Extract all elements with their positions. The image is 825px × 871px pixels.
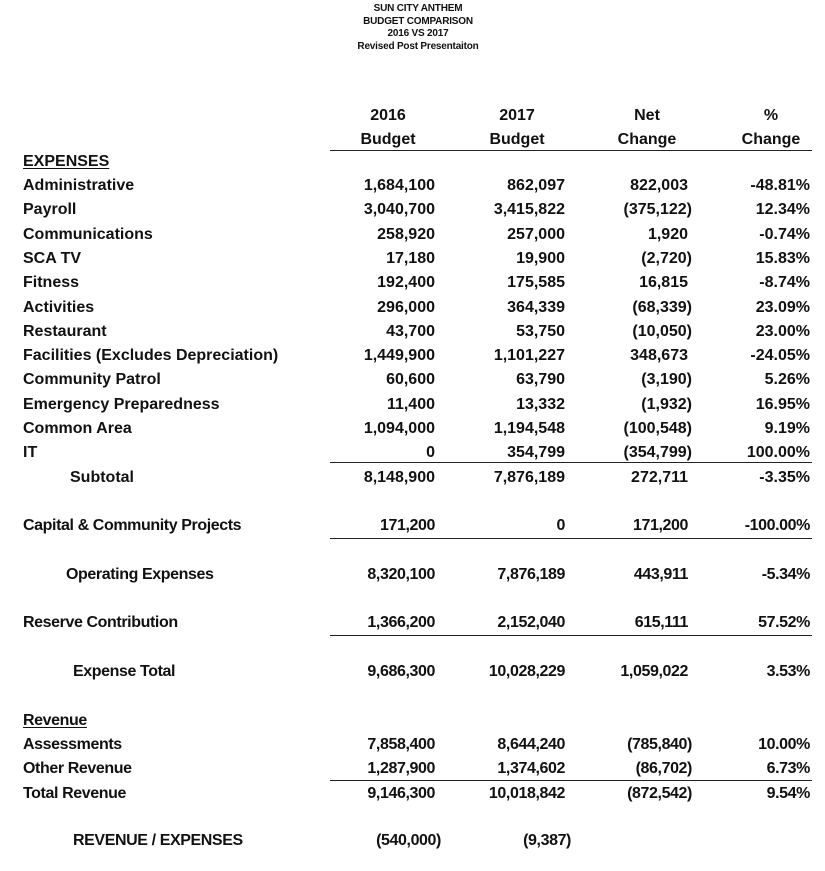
row-label: Community Patrol — [23, 371, 161, 389]
cell-2016-budget: 1,684,100 — [363, 177, 435, 194]
revenue-vs-expenses-row — [0, 829, 825, 853]
cell-pct-change: -8.74% — [759, 274, 810, 292]
row-label: Administrative — [23, 177, 135, 194]
total-revenue-row — [0, 782, 825, 806]
cell-2017-budget: 19,900 — [516, 249, 565, 267]
cell-net-change: (68,339) — [632, 298, 692, 316]
operating-expenses-row — [0, 563, 825, 587]
cell-2017-budget: 354,799 — [507, 444, 565, 462]
cell-2016-budget: 258,920 — [377, 225, 435, 243]
table-row — [0, 393, 825, 417]
cell-pct-change: -0.74% — [759, 225, 810, 243]
cell-2016-budget: 1,449,900 — [363, 347, 435, 365]
row-label: IT — [23, 444, 38, 462]
column-header-2016-budget: 2016 Budget — [360, 107, 416, 148]
cell-2016-budget: 9,146,300 — [367, 785, 435, 802]
cell-net-change: (375,122) — [623, 201, 692, 219]
row-label: Payroll — [23, 201, 77, 219]
cell-pct-change: 57.52% — [758, 614, 810, 631]
cell-2016-result: (540,000) — [376, 832, 441, 849]
table-row — [0, 174, 825, 198]
subtotal-row — [0, 466, 825, 490]
cell-pct-change: -24.05% — [750, 347, 810, 365]
cell-net-change: (872,542) — [627, 785, 692, 802]
column-header-net-change: Net Change — [617, 107, 677, 148]
cell-net-change: 443,911 — [633, 566, 688, 583]
cell-pct-change: 23.09% — [755, 298, 810, 316]
cell-net-change: (1,932) — [641, 395, 692, 413]
row-label: Expense Total — [73, 663, 176, 680]
table-row — [0, 271, 825, 295]
cell-2017-budget: 1,374,602 — [497, 760, 565, 777]
cell-net-change: 348,673 — [630, 347, 688, 365]
table-row — [0, 344, 825, 368]
cell-2016-budget: 1,366,200 — [367, 614, 435, 631]
cell-net-change: (2,720) — [641, 249, 692, 267]
cell-2016-budget: 7,858,400 — [367, 736, 435, 753]
table-row — [0, 223, 825, 247]
cell-pct-change: -48.81% — [750, 177, 810, 194]
cell-2017-budget: 7,876,189 — [497, 566, 565, 583]
cell-net-change: 1,059,022 — [620, 663, 688, 680]
row-label: Activities — [23, 298, 95, 316]
cell-pct-change: 16.95% — [755, 395, 810, 413]
table-row — [0, 320, 825, 344]
cell-pct-change: 6.73% — [766, 760, 810, 777]
capital-projects-row — [0, 514, 825, 538]
expenses-section-label: EXPENSES — [23, 153, 110, 170]
cell-2017-budget: 63,790 — [516, 371, 565, 389]
subtotal-divider — [330, 462, 812, 463]
column-header-pct-change: % Change — [741, 107, 801, 148]
cell-net-change: (10,050) — [632, 322, 692, 340]
cell-2016-budget: 8,148,900 — [363, 469, 435, 486]
cell-2017-budget: 2,152,040 — [497, 614, 565, 631]
row-label: Common Area — [23, 420, 132, 437]
row-label: Assessments — [23, 736, 122, 753]
table-row — [0, 368, 825, 392]
cell-net-change: (785,840) — [627, 736, 692, 753]
row-label: Subtotal — [70, 469, 134, 486]
cell-2017-budget: 364,339 — [507, 298, 565, 316]
header-divider — [330, 150, 812, 151]
cell-2017-budget: 7,876,189 — [493, 469, 565, 486]
cell-pct-change: 9.19% — [764, 420, 810, 437]
cell-2016-budget: 0 — [426, 444, 435, 462]
cell-pct-change: 3.53% — [766, 663, 810, 680]
cell-net-change: 272,711 — [631, 469, 688, 486]
cell-pct-change: 12.34% — [755, 201, 810, 219]
cell-2017-budget: 1,194,548 — [493, 420, 565, 437]
cell-net-change: (3,190) — [641, 371, 692, 389]
table-row — [0, 757, 825, 781]
cell-net-change: 16,815 — [639, 274, 688, 292]
table-row — [0, 733, 825, 757]
row-label: Emergency Preparedness — [23, 395, 220, 413]
cell-2017-budget: 8,644,240 — [497, 736, 565, 753]
cell-net-change: 822,003 — [630, 177, 688, 194]
cell-2017-budget: 3,415,822 — [493, 201, 565, 219]
cell-2016-budget: 9,686,300 — [367, 663, 435, 680]
cell-pct-change: 9.54% — [766, 785, 810, 802]
cell-2016-budget: 60,600 — [386, 371, 435, 389]
cell-pct-change: -5.34% — [761, 566, 810, 583]
reserve-divider — [330, 635, 812, 636]
row-label: Other Revenue — [23, 760, 132, 777]
row-label: Facilities (Excludes Depreciation) — [23, 347, 279, 365]
report-period: 2016 VS 2017 — [387, 28, 449, 39]
report-name: BUDGET COMPARISON — [363, 15, 473, 27]
report-revision: Revised Post Presentaiton — [357, 40, 479, 52]
org-name: SUN CITY ANTHEM — [373, 3, 463, 14]
row-label: Operating Expenses — [66, 566, 214, 583]
cell-pct-change: 5.26% — [764, 371, 810, 389]
cell-2017-budget: 257,000 — [507, 225, 565, 243]
table-row — [0, 247, 825, 271]
row-label: SCA TV — [23, 249, 82, 267]
table-row — [0, 198, 825, 222]
capital-divider — [330, 538, 812, 539]
cell-pct-change: 15.83% — [755, 249, 810, 267]
column-header-2017-budget: 2017 Budget — [489, 107, 545, 148]
cell-pct-change: 100.00% — [746, 444, 810, 462]
row-label: Fitness — [23, 274, 80, 292]
revenue-total-divider — [330, 780, 812, 781]
row-label: Capital & Community Projects — [23, 517, 242, 534]
document-title — [0, 3, 825, 53]
cell-net-change: (86,702) — [635, 760, 692, 777]
cell-2016-budget: 192,400 — [377, 274, 435, 292]
revenue-section-label: Revenue — [23, 712, 87, 729]
cell-2016-budget: 17,180 — [386, 249, 435, 267]
cell-2016-budget: 11,400 — [386, 395, 435, 413]
cell-pct-change: 10.00% — [758, 736, 810, 753]
cell-2017-budget: 10,028,229 — [488, 663, 565, 680]
cell-net-change: (354,799) — [623, 444, 692, 462]
cell-net-change: 171,200 — [632, 517, 688, 534]
cell-pct-change: -100.00% — [744, 517, 810, 534]
cell-2017-budget: 1,101,227 — [493, 347, 565, 365]
cell-net-change: (100,548) — [623, 420, 692, 437]
cell-pct-change: 23.00% — [755, 322, 810, 340]
table-row — [0, 296, 825, 320]
cell-2016-budget: 8,320,100 — [367, 566, 435, 583]
cell-2017-budget: 0 — [556, 517, 565, 534]
cell-2016-budget: 3,040,700 — [363, 201, 435, 219]
cell-2017-budget: 862,097 — [507, 177, 565, 194]
cell-2016-budget: 296,000 — [377, 298, 435, 316]
row-label: Restaurant — [23, 322, 107, 340]
table-row — [0, 417, 825, 441]
cell-2017-budget: 53,750 — [516, 322, 565, 340]
row-label: Communications — [23, 225, 153, 243]
reserve-contribution-row — [0, 611, 825, 635]
cell-2017-result: (9,387) — [523, 832, 571, 849]
row-label: Reserve Contribution — [23, 614, 178, 631]
cell-net-change: 1,920 — [647, 225, 688, 243]
cell-2017-budget: 10,018,842 — [488, 785, 565, 802]
cell-2016-budget: 43,700 — [386, 322, 435, 340]
cell-2016-budget: 1,287,900 — [367, 760, 435, 777]
cell-2017-budget: 13,332 — [516, 395, 565, 413]
expense-total-row — [0, 660, 825, 684]
cell-2017-budget: 175,585 — [507, 274, 565, 292]
cell-pct-change: -3.35% — [759, 469, 810, 486]
cell-2016-budget: 1,094,000 — [363, 420, 435, 437]
row-label: Total Revenue — [23, 785, 126, 802]
row-label: REVENUE / EXPENSES — [73, 832, 243, 849]
cell-net-change: 615,111 — [634, 614, 688, 631]
cell-2016-budget: 171,200 — [379, 517, 435, 534]
